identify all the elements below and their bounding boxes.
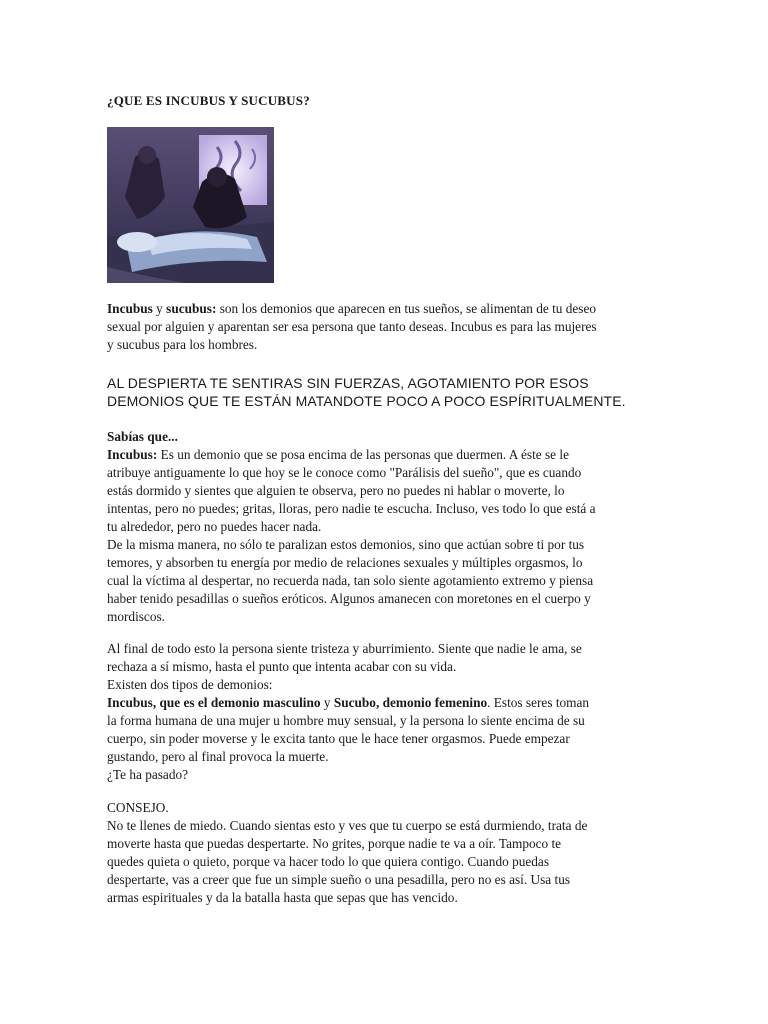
warning-paragraph [107, 374, 626, 410]
consejo-line: moverte hasta que puedas despertarte. No grites, porque nadie te va a oír. Tampoco te [107, 836, 562, 851]
intro-line: sexual por alguien y aparentan ser esa persona que tanto deseas. Incubus es para las mujeres [107, 319, 597, 334]
intro-line: y sucubus para los hombres. [107, 337, 258, 352]
final-line: la forma humana de una mujer u hombre muy sensual, y la persona lo siente encima de su [107, 713, 585, 728]
consejo-line: armas espirituales y da la batalla hasta que sepas que has vencido. [107, 890, 458, 905]
document-page [107, 93, 667, 905]
final-line: Al final de todo esto la persona siente tristeza y aburrimiento. Siente que nadie le ama, se [107, 641, 582, 656]
consejo-line: quedes quieta o quieto, porque va hacer todo lo que quiera contigo. Cuando puedas [107, 854, 549, 869]
night-scene-illustration [107, 127, 274, 283]
final-question: ¿Te ha pasado? [107, 767, 189, 782]
final-line: gustando, pero al final provoca la muerte. [107, 749, 329, 764]
consejo-heading: CONSEJO. [107, 800, 169, 815]
sabias-line: temores, y absorben tu energía por medio de relaciones sexuales y múltiples orgasmos, lo [107, 555, 583, 570]
sabias-line: estás dormido y sientes que alguien te observa, pero no puedes ni hablar o moverte, lo [107, 483, 565, 498]
sabias-heading: Sabías que... [107, 429, 178, 444]
sabias-line: tu alrededor, pero no puedes hacer nada. [107, 519, 322, 534]
sabias-line: De la misma manera, no sólo te paralizan estos demonios, sino que actúan sobre ti por tus [107, 537, 585, 552]
consejo-paragraph [107, 799, 587, 907]
sabias-paragraph [107, 428, 596, 626]
intro-conj: y [152, 301, 167, 316]
final-line: Existen dos tipos de demonios: [107, 677, 273, 692]
final-paragraph [107, 640, 589, 784]
final-conj: y [320, 695, 334, 710]
sabias-line: mordiscos. [107, 609, 165, 624]
consejo-line: despertarte, vas a creer que fue un simple sueño o una pesadilla, pero no es así. Usa tus [107, 872, 571, 887]
term-sucubus: sucubus: [166, 301, 217, 316]
term-incubus-def: Incubus: [107, 447, 158, 462]
consejo-line: No te llenes de miedo. Cuando sientas esto y ves que tu cuerpo se está durmiendo, trata de [107, 818, 588, 833]
term-incubus-masculino: Incubus, que es el demonio masculino [107, 695, 321, 710]
sabias-line: haber tenido pesadillas o sueños eróticos. Algunos amanecen con moretones en el cuerpo y [107, 591, 591, 606]
warning-line: DEMONIOS QUE TE ESTÁN MATANDOTE POCO A POCO ESPÍRITUALMENTE. [107, 393, 626, 409]
warning-line: AL DESPIERTA TE SENTIRAS SIN FUERZAS, AGOTAMIENTO POR ESOS [107, 375, 589, 391]
intro-line: son los demonios que aparecen en tus sueños, se alimentan de tu deseo [216, 301, 597, 316]
intro-paragraph [107, 300, 597, 354]
final-line: cuerpo, sin poder moverse y le excita tanto que le hace tener orgasmos. Puede empezar [107, 731, 570, 746]
sabias-line: atribuye antiguamente lo que hoy se le conoce como "Parálisis del sueño", que es cuando [107, 465, 582, 480]
page-title: ¿QUE ES INCUBUS Y SUCUBUS? [107, 93, 310, 108]
sabias-line: cual la víctima al despertar, no recuerda nada, tan solo siente agotamiento extremo y piensa [107, 573, 594, 588]
term-incubus: Incubus [107, 301, 153, 316]
sabias-line: intentas, pero no puedes; gritas, lloras, pero nadie te escucha. Incluso, ves todo lo que está a [107, 501, 596, 516]
sabias-line: Es un demonio que se posa encima de las personas que duermen. A éste se le [157, 447, 569, 462]
final-line: rechaza a sí mismo, hasta el punto que intenta acabar con su vida. [107, 659, 457, 674]
final-line: . Estos seres toman [487, 695, 590, 710]
term-sucubo-femenino: Sucubo, demonio femenino [333, 695, 488, 710]
